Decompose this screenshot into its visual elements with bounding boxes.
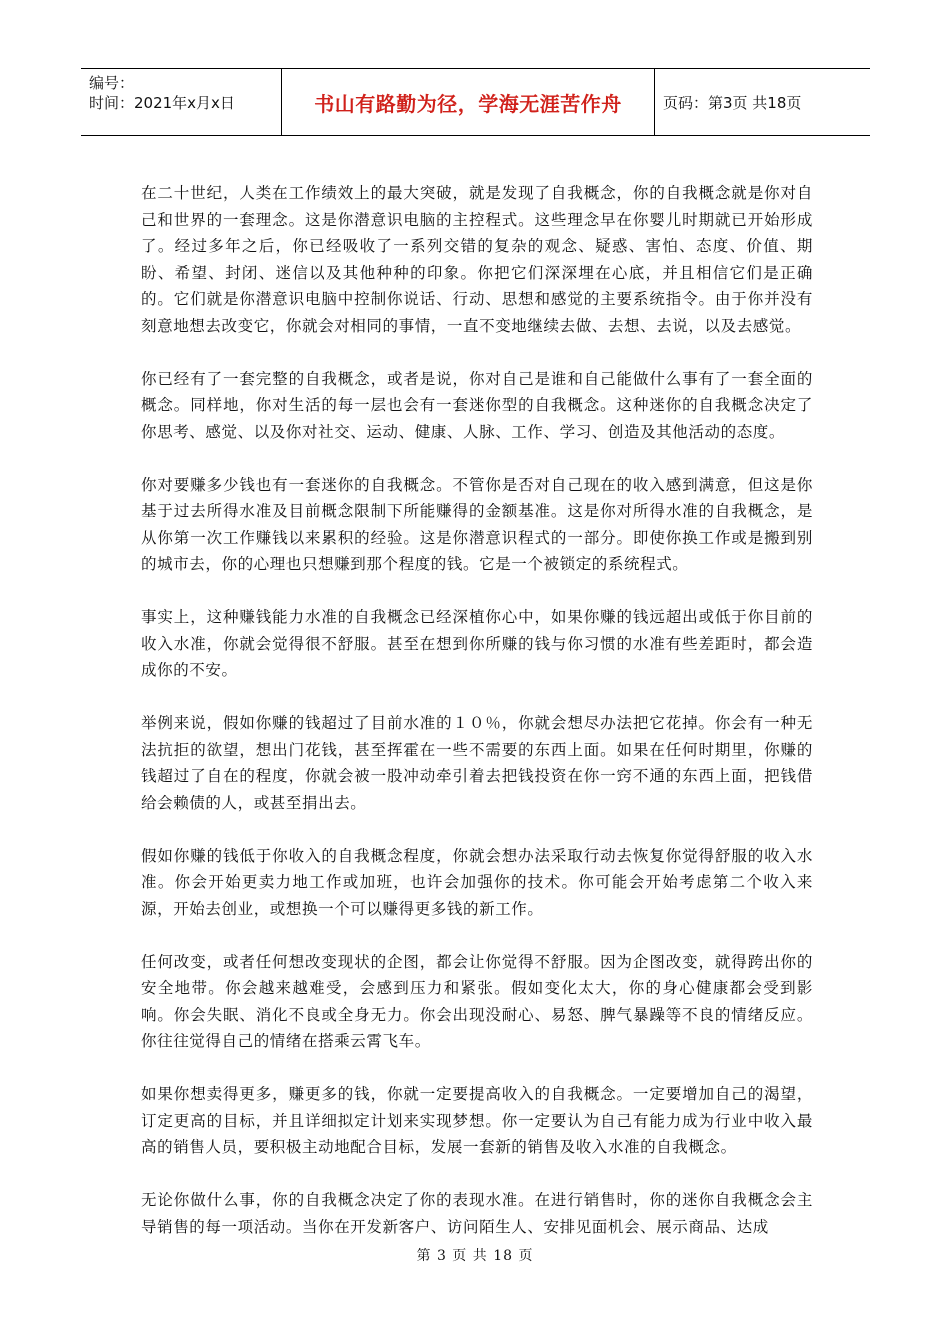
paragraph: 事实上，这种赚钱能力水准的自我概念已经深植你心中，如果你赚的钱远超出或低于你目前的收入水准，你就会觉得很不舒服。甚至在想到你所赚的钱与你习惯的水准有些差距时，都会造成你的不安。 [141, 608, 813, 679]
header-page-cell [655, 69, 870, 135]
page-footer: 第 3 页 共 18 页 [416, 1248, 534, 1264]
header-info-cell [81, 69, 282, 135]
paragraph: 假如你赚的钱低于你收入的自我概念程度，你就会想办法采取行动去恢复你觉得舒服的收入水准。你会开始更卖力地工作或加班，也许会加强你的技术。你可能会开始考虑第二个收入来源，开始去创业，或想换一个可以赚得更多钱的新工作。 [141, 846, 813, 918]
document-body [141, 180, 813, 1267]
paragraph: 举例来说，假如你赚的钱超过了目前水准的１０％，你就会想尽办法把它花掉。你会有一种无法抗拒的欲望，想出门花钱，甚至挥霍在一些不需要的东西上面。如果在任何时期里，你赚的钱超过了自在的程度，你就会被一股冲动牵引着去把钱投资在你一窍不通的东西上面，把钱借给会赖债的人，或甚至捐出去。 [141, 714, 813, 812]
number-label: 编号： [89, 74, 135, 92]
header-motto: 书山有路勤为径，学海无涯苦作舟 [314, 91, 622, 116]
paragraph: 如果你想卖得更多，赚更多的钱，你就一定要提高收入的自我概念。一定要增加自己的渴望，订定更高的目标，并且详细拟定计划来实现梦想。你一定要认为自己有能力成为行业中收入最高的销售人员，要积极主动地配合目标，发展一套新的销售及收入水准的自我概念。 [141, 1085, 813, 1156]
paragraph: 你已经有了一套完整的自我概念，或者是说，你对自己是谁和自己能做什么事有了一套全面的概念。同样地，你对生活的每一层也会有一套迷你型的自我概念。这种迷你的自我概念决定了你思考、感觉、以及你对社交、运动、健康、人脉、工作、学习、创造及其他活动的态度。 [141, 369, 813, 441]
time-label: 时间：2021年x月x日 [89, 94, 235, 112]
header-motto-cell [282, 69, 655, 135]
paragraph: 无论你做什么事，你的自我概念决定了你的表现水准。在进行销售时，你的迷你自我概念会主导销售的每一项活动。当你在开发新客户、访问陌生人、安排见面机会、展示商品、达成 [141, 1191, 813, 1236]
paragraph: 任何改变，或者任何想改变现状的企图，都会让你觉得不舒服。因为企图改变，就得跨出你的安全地带。你会越来越难受，会感到压力和紧张。假如变化太大，你的身心健康都会受到影响。你会失眠、消化不良或全身无力。你会出现没耐心、易怒、脾气暴躁等不良的情绪反应。你往往觉得自己的情绪在搭乘云霄飞车。 [141, 952, 813, 1050]
page-header [81, 68, 870, 136]
paragraph: 在二十世纪，人类在工作绩效上的最大突破，就是发现了自我概念，你的自我概念就是你对自己和世界的一套理念。这是你潜意识电脑的主控程式。这些理念早在你婴儿时期就已开始形成了。经过多年之后，你已经吸收了一系列交错的复杂的观念、疑惑、害怕、态度、价值、期盼、希望、封闭、迷信以及其他种种的印象。你把它们深深埋在心底，并且相信它们是正确的。它们就是你潜意识电脑中控制你说话、行动、思想和感觉的主要系统指令。由于你并没有刻意地想去改变它，你就会对相同的事情，一直不变地继续去做、去想、去说，以及去感觉。 [141, 184, 813, 335]
paragraph: 你对要赚多少钱也有一套迷你的自我概念。不管你是否对自己现在的收入感到满意，但这是你基于过去所得水准及目前概念限制下所能赚得的金额基准。这是你对所得水准的自我概念，是从你第一次工作赚钱以来累积的经验。这是你潜意识程式的一部分。即使你换工作或是搬到别的城市去，你的心理也只想赚到那个程度的钱。它是一个被锁定的系统程式。 [141, 475, 813, 573]
page-number-label: 页码：第3页 共18页 [663, 93, 802, 112]
